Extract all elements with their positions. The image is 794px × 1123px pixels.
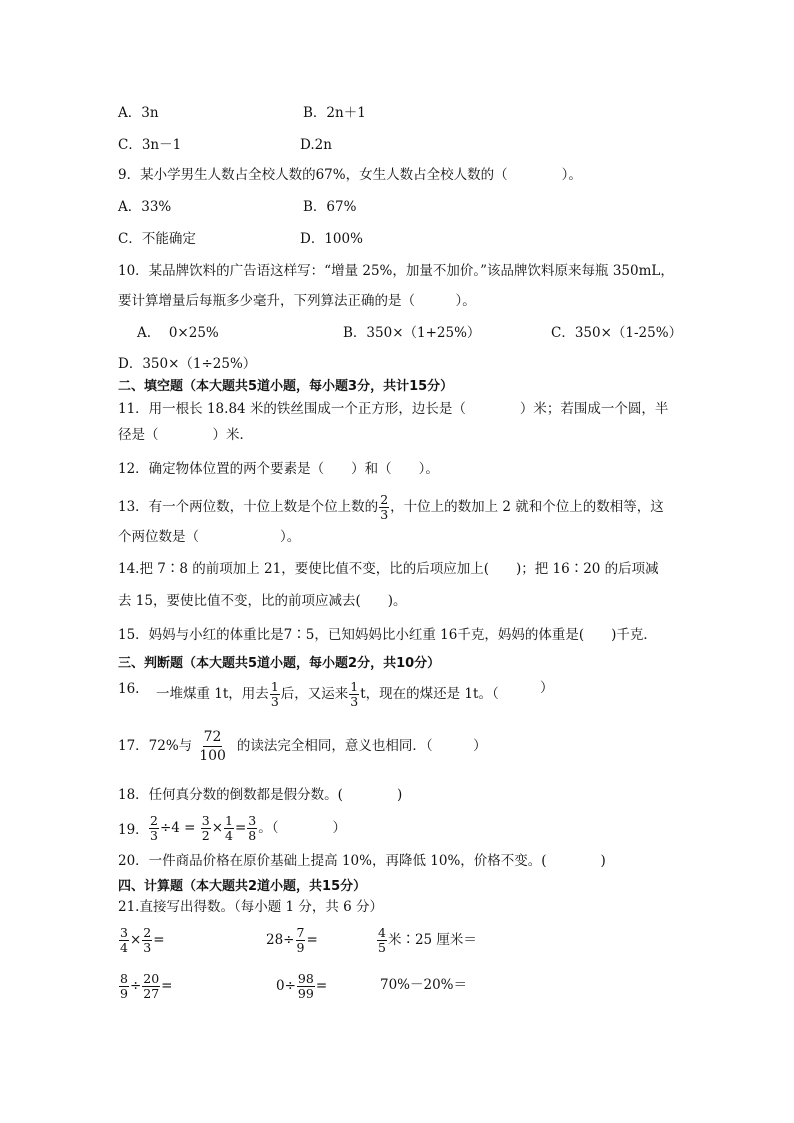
q21-e1-frac-2: [142, 926, 152, 955]
q21-e1-f1-den: 4: [120, 940, 128, 955]
section-4-heading: 四、计算题（本大题共2道小题，共15分）: [118, 879, 367, 894]
q9-option-d: D．100%: [300, 231, 363, 247]
q19-number: 19．: [118, 822, 149, 838]
q9-stem: 9．某小学男生人数占全校人数的67%，女生人数占全校人数的（ ）。: [118, 167, 582, 183]
q16-text-3: t，现在的煤还是 1t。（: [360, 686, 499, 702]
q13-frac-num: 2: [380, 492, 389, 507]
q19-op-2: ×: [211, 820, 224, 836]
q21-expr-1: [118, 920, 165, 960]
q21-expr-2: [266, 920, 318, 960]
q21-expr-5: [276, 966, 327, 1006]
q21-e2-den: 9: [296, 940, 305, 955]
q19-frac-4: [247, 814, 257, 843]
q21-e4-f1-den: 9: [120, 986, 128, 1001]
q16-f2-den: 3: [350, 694, 359, 709]
q8-option-b: B．2n＋1: [303, 105, 366, 121]
q12-stem: 12．确定物体位置的两个要素是（ ）和（ ）。: [118, 461, 439, 477]
q19-f3-den: 4: [225, 828, 233, 843]
q13-frac-den: 3: [380, 507, 389, 522]
q10-stem-line2: 要计算增量后每瓶多少毫升，下列算法正确的是（ ）。: [118, 293, 476, 309]
q17-frac-den: 100: [199, 748, 226, 764]
q16-f1-num: 1: [270, 679, 279, 694]
q17-frac-num: 72: [203, 729, 222, 745]
q21-e5-den: 99: [297, 986, 314, 1001]
q21-e3-frac: [377, 926, 387, 955]
q21-e4-eq: =: [161, 978, 173, 994]
q13-text-after: ，十位上的数加上 2 就和个位上的数相等，这: [390, 499, 664, 515]
q11-line2: 径是（ ）米．: [118, 427, 253, 443]
q19-frac-2: [201, 814, 211, 843]
q13-line2: 个两位数是（ ）。: [118, 529, 301, 545]
q21-e3-den: 5: [378, 940, 386, 955]
q21-e4-frac-1: [119, 972, 129, 1001]
q8-option-a: A．3n: [118, 105, 159, 121]
q14-line2: 去 15，要使比值不变，比的前项应减去( )。: [118, 593, 407, 609]
q21-intro: 21.直接写出得数。（每小题 1 分，共 6 分）: [118, 899, 384, 915]
q19-f1-den: 3: [150, 828, 158, 843]
q15-stem: 15．妈妈与小红的体重比是7∶5，已知妈妈比小红重 16千克，妈妈的体重是( )千克．: [118, 627, 657, 643]
q10-option-c: C．350×（1-25%）: [551, 325, 683, 341]
q16-text-1: 一堆煤重 1t，用去: [156, 686, 269, 702]
q21-e3-num: 4: [378, 925, 386, 940]
q19-op-3: =: [234, 820, 247, 836]
q16-close-paren: ）: [540, 680, 554, 696]
q11-line1: 11．用一根长 18.84 米的铁丝围成一个正方形，边长是（ ）米；若围成一个圆，半: [118, 401, 669, 417]
q8-option-c: C．3n－1: [118, 137, 182, 153]
q21-e2-frac: [296, 926, 306, 955]
q21-e4-f2-num: 20: [143, 971, 160, 986]
q19-expression: [148, 810, 346, 846]
q17-fraction: [198, 728, 227, 765]
section-2-heading: 二、填空题（本大题共5道小题，每小题3分，共计15分）: [118, 379, 454, 394]
q18-stem: 18．任何真分数的倒数都是假分数。( ): [118, 787, 403, 803]
q21-e4-frac-2: [142, 972, 160, 1001]
q21-e5-eq: =: [315, 978, 328, 994]
q21-e2-eq: =: [306, 932, 318, 948]
q16-f1-den: 3: [270, 694, 279, 709]
q19-f2-den: 2: [201, 828, 210, 843]
q21-expr-6: 70%－20%＝: [380, 977, 468, 993]
q16-fraction-2: [349, 680, 359, 709]
q16-fraction-1: [270, 680, 280, 709]
q21-e1-eq: =: [153, 932, 165, 948]
section-3-heading: 三、判断题（本大题共5道小题，每小题2分，共10分）: [118, 656, 441, 671]
q16-body: [156, 676, 499, 712]
q21-e1-f2-den: 3: [143, 940, 152, 955]
q21-e2-num: 7: [296, 925, 305, 940]
q17-text-2: 的读法完全相同，意义也相同．（ ）: [236, 738, 487, 754]
q21-e5-pre: 0÷: [276, 978, 296, 994]
q10-option-a: A. 0×25%: [137, 325, 219, 341]
q17-line: [118, 726, 487, 766]
q20-stem: 20．一件商品价格在原价基础上提高 10%，再降低 10%，价格不变。( ): [118, 853, 606, 869]
q9-option-a: A．33%: [118, 199, 172, 215]
q21-e3-text: 米∶25 厘米＝: [387, 932, 477, 948]
q21-expr-4: [118, 966, 172, 1006]
q19-f4-num: 3: [248, 813, 257, 828]
q8-option-d: D.2n: [300, 137, 332, 153]
q19-f4-den: 8: [248, 828, 257, 843]
q19-f2-num: 3: [201, 813, 210, 828]
q21-e1-op: ×: [129, 932, 142, 948]
q19-tail: 。（ ）: [258, 820, 346, 836]
q21-e5-num: 98: [297, 971, 314, 986]
q21-expr-3: [376, 920, 477, 960]
q21-e2-pre: 28÷: [266, 932, 295, 948]
q21-e5-frac: [297, 972, 315, 1001]
q19-frac-1: [149, 814, 159, 843]
q13-line1: [118, 490, 664, 524]
q21-e4-f1-num: 8: [120, 971, 128, 986]
q14-line1: 14.把 7∶8 的前项加上 21，要使比值不变，比的后项应加上( )；把 16∶20 的后项减: [118, 561, 659, 577]
q13-text-before: 13．有一个两位数，十位上数是个位上数的: [118, 499, 379, 515]
q13-fraction: [379, 493, 389, 522]
q19-frac-3: [224, 814, 234, 843]
q21-e1-f1-num: 3: [120, 925, 128, 940]
q16-text-2: 后，又运来: [280, 686, 349, 702]
q17-text-1: 17．72%与: [118, 738, 193, 754]
q10-option-d: D．350×（1÷25%）: [118, 356, 257, 372]
q19-op-1: ÷4 =: [159, 820, 196, 836]
q16-f2-num: 1: [350, 679, 359, 694]
q21-e1-f2-num: 2: [143, 925, 152, 940]
q21-e1-frac-1: [119, 926, 129, 955]
q16-number: 16.: [118, 681, 140, 697]
q10-option-b: B．350×（1+25%）: [343, 325, 481, 341]
q10-stem-line1: 10．某品牌饮料的广告语这样写：“增量 25%，加量不加价。”该品牌饮料原来每瓶 350mL，: [118, 263, 674, 279]
q19-f1-num: 2: [150, 813, 158, 828]
q21-e4-f2-den: 27: [143, 986, 160, 1001]
q21-e4-op: ÷: [129, 978, 142, 994]
q9-option-b: B．67%: [303, 199, 357, 215]
q9-option-c: C．不能确定: [118, 231, 196, 247]
q19-f3-num: 1: [225, 813, 233, 828]
